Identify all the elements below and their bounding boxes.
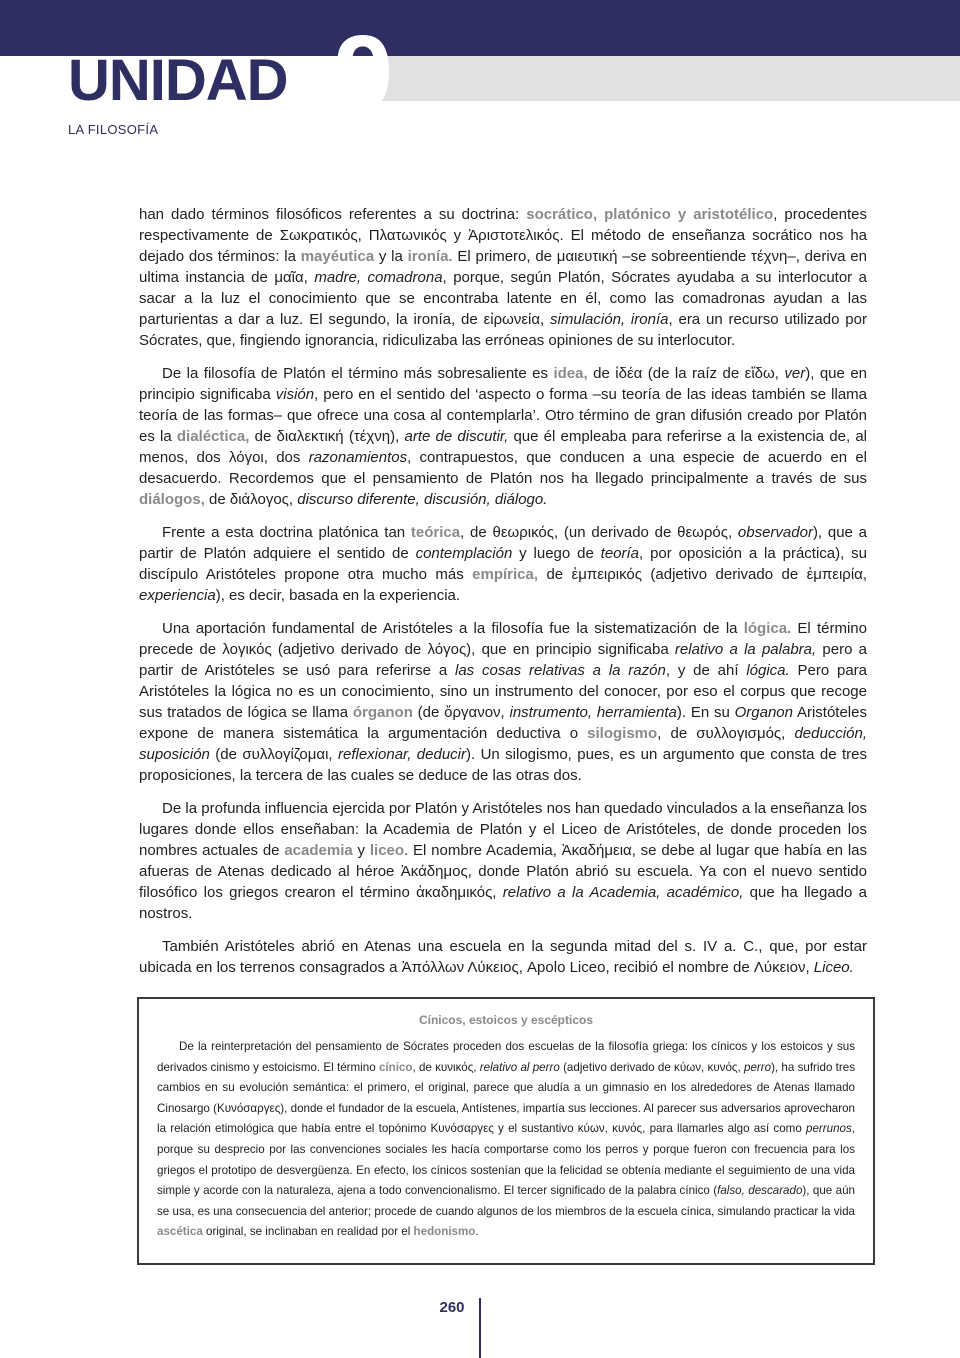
text-run: , contrapuestos, que conducen a una especie de acuerdo en el desacuerdo. Recordemos que el pensamiento de Platón nos ha llegado principalmente a través de sus [139,449,868,487]
italic-text: simulación, ironía [550,311,669,328]
text-run: original, se inclinaban en realidad por el [202,1225,414,1239]
unit-label: UNIDAD [68,48,288,113]
text-run: También Aristóteles abrió en Atenas una escuela en la segunda mitad del s. IV a. C., que, por estar ubicada en los terrenos consagrados a Ἀπόλλων Λύκειος, Apolo Liceo, recibió el nombre de Λύκειον, [139,938,867,976]
body-paragraph [139,618,867,786]
header-accent-bar [382,56,960,101]
text-run: . El nombre Academia, Ἀκαδήμεια, se debe al lugar que había en las afueras de Atenas dedicado al héroe Ἀκάδημος, donde Platón abrió su escuela. Ya con el nuevo sentido filosófico los griegos crearon el término ἀκαδημικός, [139,842,867,901]
italic-text: perro [744,1060,772,1074]
italic-text: relativo a la Academia, académico, [502,884,744,901]
italic-text: perrunos [806,1122,852,1136]
key-term: órganon [352,704,413,721]
text-run: ). Un silogismo, pues, es un argumento que consta de tres proposiciones, la tercera de las cuales se deduce de las otras dos. [139,746,868,784]
text-run: (de συλλογίζομαι, [209,746,338,763]
key-term: ascética [157,1225,203,1239]
text-run: , y de ahí [665,662,747,679]
italic-text: Liceo. [813,959,854,976]
key-term: academia [284,842,353,859]
text-run: , procedentes respectivamente de Σωκρατικός, Πλατωνικός y Ἀριστοτελικός. El método de enseñanza socrático nos ha dejado dos términos: la [139,206,867,265]
text-run: ), ha sufrido tres cambios en su evolución semántica: el primero, el original, parece que aludía a un gimnasio en los alrededores de Atenas llamado Cinosargo (Κυνόσαργες), donde el fundador de la escuela, Antístenes, impartía sus lecciones. Al parecer sus adversarios aprovecharon la relación etimológica que había entre el topónimo Κυνόσαργες y el sustantivo κύων, κυνός, para llamarles algo así como [157,1060,855,1136]
italic-text: las cosas relativas a la razón [455,662,666,679]
section-title: LA FILOSOFÍA [68,122,159,137]
unit-number: 9 [334,14,393,132]
text-run: y la [374,248,408,265]
sidebar-box [137,997,875,1265]
text-run: , porque su desprecio por las convenciones sociales les hacía comportarse como los perros y porque fueron con frecuencia para los griegos el prototipo de desvergüenza. En efecto, los cínicos sostenían que la felicidad se obtenía mediante el seguimiento de una vida simple y acorde con la naturaleza, ajena a todo convencionalismo. El tercer significado de la palabra cínico ( [157,1122,855,1198]
italic-text: relativo a la palabra, [674,641,817,658]
text-run: de ἰδέα (de la raíz de εἴδω, [587,365,785,382]
key-term: cínico [378,1060,413,1074]
text-run: De la profunda influencia ejercida por Platón y Aristóteles nos han quedado vinculados a la enseñanza los lugares donde ellos enseñaban: la Academia de Platón y el Liceo de Aristóteles, de donde proceden los nombres actuales de [139,800,867,859]
key-term: socrático, platónico y aristotélico [526,206,774,223]
text-run: ), que a partir de Platón adquiere el sentido de [139,524,867,562]
page-number-rule [479,1298,481,1358]
text-run: Aristóteles expone de manera sistemática la argumentación deductiva o [139,704,867,742]
text-run: y [352,842,370,859]
text-run: Frente a esta doctrina platónica tan [162,524,411,541]
text-run: de ἐμπειρικός (adjetivo derivado de ἐμπειρία, [538,566,867,583]
key-term: dialéctica, [176,428,250,445]
text-run: Pero para Aristóteles la lógica no es un conocimiento, sino un instrumento del conocer, por eso el corpus que recoge sus tratados de lógica se llama [139,662,868,721]
body-paragraph [139,522,867,606]
text-run: . [475,1225,479,1239]
text-run: han dado términos filosóficos referentes a su doctrina: [139,206,527,223]
italic-text: reflexionar, deducir [338,746,466,763]
text-run: (de ὄργανον, [412,704,510,721]
text-run: Una aportación fundamental de Aristóteles a la filosofía fue la sistematización de la [162,620,744,637]
key-term: mayéutica [300,248,375,265]
body-paragraph [139,363,867,510]
key-term: teórica [410,524,461,541]
text-run: ), es decir, basada en la experiencia. [215,587,461,604]
italic-text: falso, descarado [717,1184,803,1198]
text-run: (adjetivo derivado de κύων, κυνός, [559,1060,744,1074]
text-run: ), que aún se usa, es una consecuencia del anterior; procede de cuando algunos de los miembros de la escuela cínica, simulando practicar la vida [157,1184,856,1218]
text-run: , era un recurso utilizado por Sócrates, que, fingiendo ignorancia, ridiculizaba las erróneas opiniones de su interlocutor. [139,311,867,349]
body-paragraph [139,204,867,351]
text-run: El primero, de μαιευτική –se sobreentiende τέχνη–, deriva en ultima instancia de μαῖα, [139,248,867,286]
italic-text: observador [737,524,813,541]
text-run: , porque, según Platón, Sócrates ayudaba a su interlocutor a sacar a la luz el conocimiento que se encontraba latente en él, como las comadronas ayudan a las parturientas a dar a luz. El segundo, la ironía, de εἰρωνεία, [139,269,867,328]
italic-text: ver [784,365,806,382]
body-paragraph [139,936,867,978]
italic-text: Organon [734,704,793,721]
text-run: , de κυνικός, [412,1060,480,1074]
key-term: liceo [369,842,405,859]
key-term: ironía. [407,248,453,265]
text-run: , pero en el sentido del ‘aspecto o forma –su teoría de las ideas también se llama teoría de las formas– que ofrece una cosa al contemplarla’. Otro término de gran difusión creado por Platón es la [139,386,867,445]
italic-text: instrumento, herramienta [509,704,677,721]
key-term: hedonismo [413,1225,476,1239]
box-title: Cínicos, estoicos y escépticos [418,1013,594,1027]
key-term: diálogos, [139,491,205,508]
page-number: 260 [439,1299,465,1316]
italic-text: teoría [600,545,640,562]
body-paragraph [139,798,867,924]
italic-text: arte de discutir, [404,428,509,445]
text-run: de διάλογος, [204,491,298,508]
text-run: El término precede de λογικός (adjetivo derivado de λόγος), que en principio significaba [139,620,867,658]
italic-text: deducción, suposición [139,725,867,763]
text-run: ), que en principio significaba [139,365,867,403]
key-term: lógica. [743,620,792,637]
key-term: empírica, [472,566,539,583]
italic-text: lógica. [746,662,790,679]
italic-text: visión [275,386,315,403]
italic-text: madre, comadrona [314,269,443,286]
text-run: y luego de [512,545,601,562]
italic-text: relativo al perro [479,1060,560,1074]
key-term: silogismo [587,725,658,742]
text-run: que él empleaba para referirse a la existencia de, al menos, dos λόγοι, dos [139,428,867,466]
text-run: De la filosofía de Platón el término más sobresaliente es [162,365,554,382]
text-run: , por oposición a la práctica), su discípulo Aristóteles propone otra mucho más [139,545,867,583]
text-run: que ha llegado a nostros. [139,884,867,922]
text-run: ). En su [676,704,735,721]
main-text [139,204,867,990]
key-term: idea, [553,365,588,382]
text-run: , de θεωρικός, (un derivado de θεωρός, [460,524,738,541]
text-run: de διαλεκτική (τέχνη), [249,428,405,445]
italic-text: discurso diferente, discusión, diálogo. [297,491,548,508]
italic-text: razonamientos [308,449,408,466]
italic-text: contemplación [415,545,513,562]
text-run: , de συλλογισμός, [657,725,795,742]
box-paragraph [157,1037,855,1243]
text-run: pero a partir de Aristóteles se usó para referirse a [139,641,867,679]
text-run: De la reinterpretación del pensamiento de Sócrates proceden dos escuelas de la filosofía griega: los cínicos y los estoicos y sus derivados cinismo y estoicismo. El término [157,1040,855,1074]
italic-text: experiencia [139,587,216,604]
